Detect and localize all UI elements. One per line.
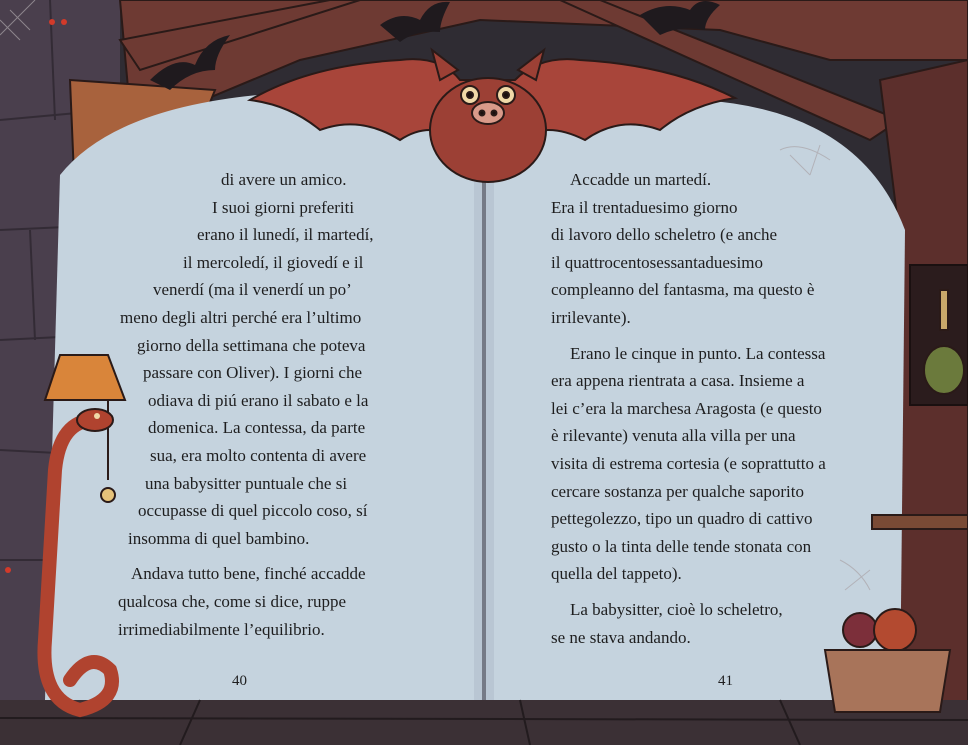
text-line: il mercoledí, il giovedí e il bbox=[183, 252, 364, 272]
text-line: Accadde un martedí. bbox=[570, 170, 712, 189]
text-line: erano il lunedí, il martedí, bbox=[197, 225, 374, 245]
text-line: gusto o la tinta delle tende stonata con bbox=[551, 536, 812, 556]
text-line: Andava tutto bene, finché accadde bbox=[131, 564, 366, 584]
text-line: visita di estrema cortesia (e soprattutto a bbox=[551, 453, 826, 473]
floor bbox=[0, 700, 968, 745]
text-line: una babysitter puntuale che si bbox=[145, 473, 348, 493]
text-line: Era il trentaduesimo giorno bbox=[551, 197, 738, 217]
text-line: I suoi giorni preferiti bbox=[212, 197, 355, 217]
text-line: Erano le cinque in punto. La contessa bbox=[570, 343, 826, 363]
text-line: era appena rientrata a casa. Insieme a bbox=[551, 371, 805, 391]
text-line: se ne stava andando. bbox=[551, 627, 691, 647]
text-line: passare con Oliver). I giorni che bbox=[143, 363, 363, 383]
text-line: qualcosa che, come si dice, ruppe bbox=[118, 591, 346, 611]
right-page-number: 41 bbox=[718, 673, 733, 689]
text-line: odiava di piú erano il sabato e la bbox=[148, 390, 369, 410]
text-line: meno degli altri perché era l’ultimo bbox=[120, 307, 362, 327]
text-line: di avere un amico. bbox=[221, 170, 347, 189]
text-line: La babysitter, cioè lo scheletro, bbox=[570, 599, 783, 619]
text-line: sua, era molto contenta di avere bbox=[150, 445, 367, 465]
text-line: cercare sostanza per qualche saporito bbox=[551, 481, 804, 501]
left-page-text bbox=[0, 166, 480, 643]
text-line: insomma di quel bambino. bbox=[128, 528, 310, 548]
text-line: il quattrocentosessantaduesimo bbox=[551, 252, 763, 272]
text-line: irrilevante). bbox=[551, 307, 631, 327]
left-page-number: 40 bbox=[232, 673, 247, 689]
text-line: di lavoro dello scheletro (e anche bbox=[551, 225, 778, 245]
text-line: occupasse di quel piccolo coso, sí bbox=[138, 501, 368, 521]
text-line: irrimediabilmente l’equilibrio. bbox=[118, 619, 325, 639]
text-line: giorno della settimana che poteva bbox=[137, 335, 366, 355]
text-line: quella del tappeto). bbox=[551, 564, 682, 584]
text-line: domenica. La contessa, da parte bbox=[148, 418, 366, 438]
right-page-text bbox=[551, 166, 951, 651]
text-line: lei c’era la marchesa Aragosta (e questo bbox=[551, 398, 822, 418]
text-line: è rilevante) venuta alla villa per una bbox=[551, 426, 796, 446]
text-line: venerdí (ma il venerdí un po’ bbox=[153, 280, 352, 300]
text-line: compleanno del fantasma, ma questo è bbox=[551, 280, 815, 300]
text-line: pettegolezzo, tipo un quadro di cattivo bbox=[551, 509, 813, 529]
